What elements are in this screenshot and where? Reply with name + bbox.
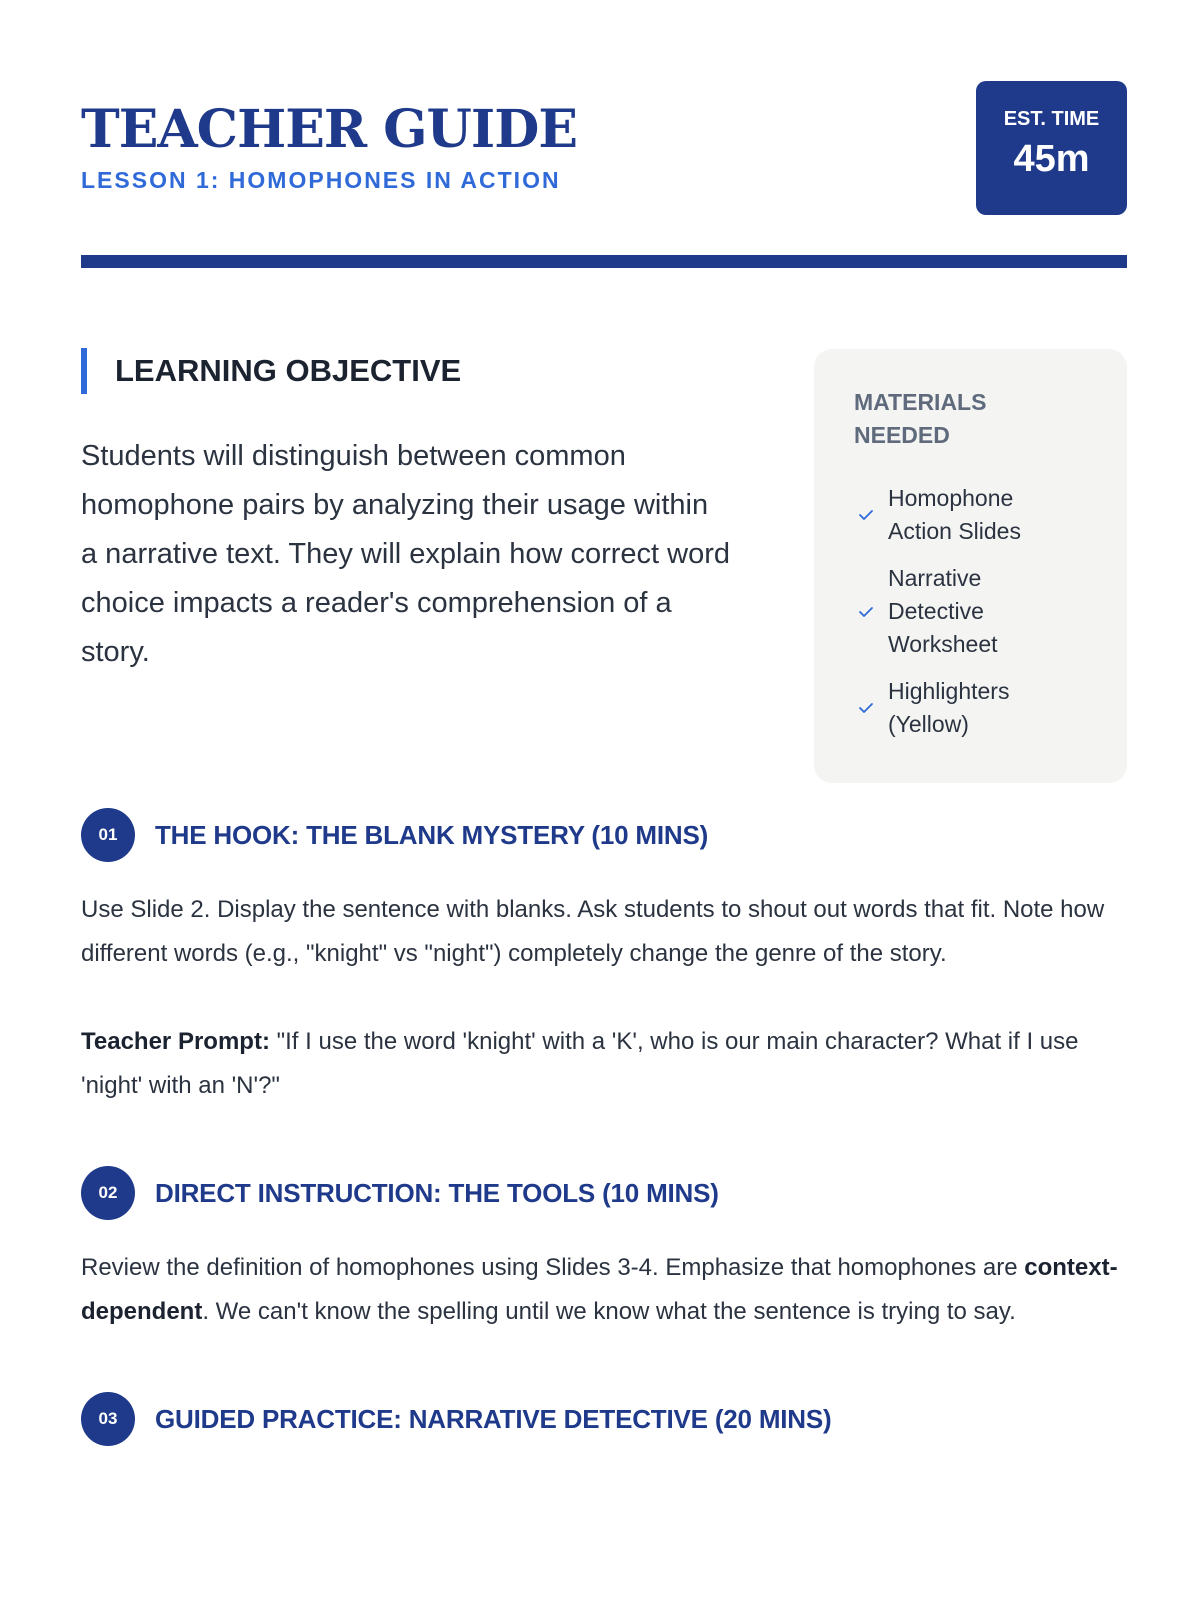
teacher-prompt [81, 1020, 1127, 1108]
header-divider [81, 255, 1127, 268]
teacher-prompt-label: Teacher Prompt: [81, 1028, 270, 1055]
lesson-step-instruction [81, 1166, 1127, 1334]
materials-item-label: Narrative Detective Worksheet [888, 565, 998, 657]
step-body-text-end: . We can't know the spelling until we know what the sentence is trying to say. [202, 1298, 1016, 1325]
step-number-badge: 03 [81, 1392, 135, 1446]
step-body-text: Review the definition of homophones using Slides 3-4. Emphasize that homophones are [81, 1254, 1025, 1281]
time-value: 45m [1013, 138, 1090, 180]
step-body-emphasis: context-dependent [81, 1254, 1118, 1325]
page-title: TEACHER GUIDE [81, 99, 577, 160]
materials-title: MATERIALS NEEDED [854, 389, 987, 448]
time-label: EST. TIME [1003, 108, 1100, 130]
estimated-time-badge [976, 81, 1127, 215]
step-header [81, 808, 1127, 862]
step-title: THE HOOK: THE BLANK MYSTERY (10 MINS) [155, 819, 709, 850]
step-header [81, 1166, 1127, 1220]
materials-item [854, 482, 1097, 548]
guide-header [81, 0, 1127, 268]
lesson-step-guided-practice [81, 1392, 1127, 1446]
materials-item [854, 675, 1097, 741]
step-body [81, 1246, 1127, 1334]
materials-item-label: Highlighters (Yellow) [888, 678, 1010, 737]
check-icon [854, 602, 880, 622]
step-title: GUIDED PRACTICE: NARRATIVE DETECTIVE (20 MINS) [155, 1403, 832, 1434]
step-number-badge: 02 [81, 1166, 135, 1220]
step-header [81, 1392, 1127, 1446]
materials-list [854, 482, 1097, 741]
check-icon [854, 505, 880, 525]
step-body: Use Slide 2. Display the sentence with blanks. Ask students to shout out words that fit. Note how different words (e.g., "knight" vs "night") completely change the genre of the story. [81, 896, 1105, 967]
lesson-step-hook [81, 808, 1127, 1108]
materials-item [854, 562, 1097, 661]
objective-section [81, 268, 1127, 808]
materials-card [814, 349, 1127, 783]
step-title: DIRECT INSTRUCTION: THE TOOLS (10 MINS) [155, 1177, 719, 1208]
step-number-badge: 01 [81, 808, 135, 862]
check-icon [854, 698, 880, 718]
teacher-prompt-text: "If I use the word 'knight' with a 'K', who is our main character? What if I use 'night' with an 'N'?" [81, 1028, 1079, 1099]
objective-heading-accent [81, 348, 461, 394]
objective-text: Students will distinguish between common homophone pairs by analyzing their usage within a narrative text. They will explain how correct word choice impacts a reader's comprehension of a story. [81, 440, 731, 668]
lesson-subtitle: LESSON 1: HOMOPHONES IN ACTION [81, 167, 561, 193]
materials-item-label: Homophone Action Slides [888, 485, 1021, 544]
teacher-guide-page [81, 0, 1127, 1446]
objective-heading: LEARNING OBJECTIVE [115, 353, 462, 388]
